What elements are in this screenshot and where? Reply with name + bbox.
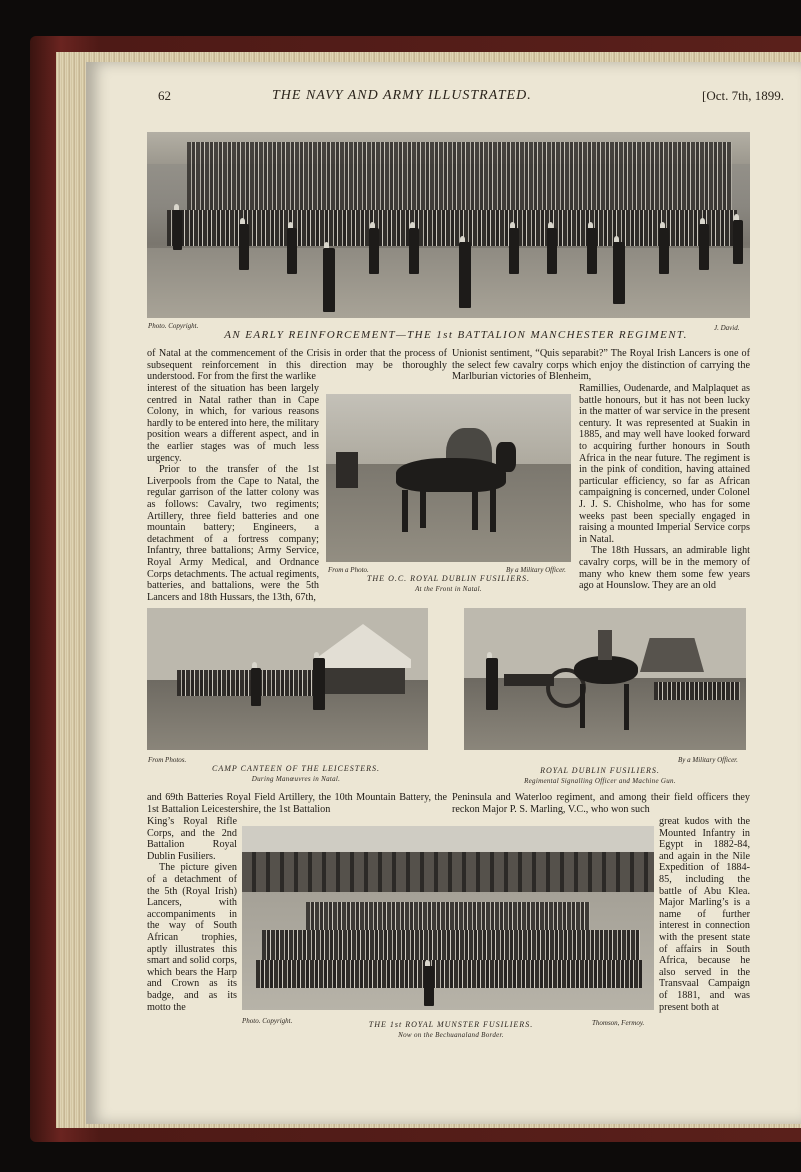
magazine-page: [86, 62, 801, 1124]
manchester-regiment-photo: [147, 132, 750, 318]
text-paragraph: and 69th Batteries Royal Field Artillery, the 10th Mountain Battery, the 1st Battalion Leicestershire, the 1st Battalion: [147, 792, 447, 815]
caption-subtitle: During Manœuvres in Natal.: [251, 775, 341, 783]
bottom-right-lead: [452, 792, 750, 815]
text-paragraph: Unionist sentiment, “Quis separabit?” The Royal Irish Lancers is one of the select few cavalry corps which enjoy the distinction of carrying the Marlburian victories of Blenheim,: [452, 348, 750, 383]
text-paragraph: Prior to the transfer of the 1st Liverpools from the Cape to Natal, the regular garrison of the latter colony was as follows: Cavalry, two regiments; Artillery, three field batteries and one mountain battery; Engineers, a detachment of a fortress company; Infantry, three battalions; Army Service, Royal Army Medical, and Ordnance Corps detachments. The actual regiments, batteries, and battalions, were the 5th Lancers and 18th Hussars, the 13th, 67th,: [147, 464, 319, 603]
text-paragraph: King’s Royal Rifle Corps, and the 2nd Battalion Royal Dublin Fusiliers.: [147, 816, 237, 862]
caption-title: CAMP CANTEEN OF THE LEICESTERS.: [212, 764, 380, 773]
text-paragraph: Ramillies, Oudenarde, and Malplaquet as battle honours, but it has not been lucky in the matter of war service in the present century. It was represented at Suakin in 1885, and may well have looked forward to acquiring further honours in South Africa in the near future. The regiment is in the pink of condition, having attained particular efficiency, so far as African campaigning is concerned, under Colonel J. J. S. Chisholme, who has for some weeks past been specially engaged in raising a mounted Imperial Service corps in Natal.: [579, 383, 750, 545]
signalling-officer-photo: [464, 608, 746, 750]
munster-photo-credit-left: Photo. Copyright.: [242, 1017, 293, 1025]
top-photo-caption: AN EARLY REINFORCEMENT—THE 1st BATTALION MANCHESTER REGIMENT.: [224, 329, 688, 341]
running-header: [146, 88, 788, 106]
canteen-photo-caption: [176, 764, 416, 784]
caption-title: THE 1st ROYAL MUNSTER FUSILIERS.: [368, 1020, 534, 1029]
left-column-lead: [147, 348, 447, 383]
caption-subtitle: Now on the Bechuanaland Border.: [398, 1031, 504, 1039]
signal-photo-credit: By a Military Officer.: [678, 756, 738, 764]
canteen-photo-credit: From Photos.: [148, 756, 187, 764]
text-paragraph: The picture given of a detachment of the 5th (Royal Irish) Lancers, with accompaniments in the way of South African trophies, aptly illustrates this smart and solid corps, which bears the Harp and Crown as its badge, and as its motto the: [147, 862, 237, 1013]
page-number: 62: [158, 88, 171, 103]
horse-photo-credit-right: By a Military Officer.: [506, 566, 566, 574]
dublin-fusiliers-officer-photo: [326, 394, 571, 562]
munster-photo-credit-right: Thomson, Fermoy.: [592, 1019, 645, 1027]
caption-subtitle: Regimental Signalling Officer and Machine Gun.: [524, 777, 676, 785]
bottom-left-column: [147, 816, 237, 1013]
text-paragraph: of Natal at the commencement of the Crisis in order that the process of subsequent reinforcement in this direction may be thoroughly understood. For from the first the warlike: [147, 348, 447, 383]
caption-title: ROYAL DUBLIN FUSILIERS.: [540, 766, 660, 775]
right-column-lead: [452, 348, 750, 383]
left-column: [147, 383, 319, 603]
text-paragraph: great kudos with the Mounted Infantry in Egypt in 1882-84, and again in the Nile Expedition of 1884-85, including the battle of Abu Klea. Major Marling’s is a name of further interest in connection with the present state of affairs in South Africa, because he also served in the Transvaal Campaign of 1881, and was present both at: [659, 816, 750, 1013]
horse-photo-credit-left: From a Photo.: [328, 566, 369, 574]
munster-fusiliers-photo: [242, 826, 654, 1010]
text-paragraph: The 18th Hussars, an admirable light cavalry corps, will be in the memory of many who knew them some few years ago at Hounslow. They are an old: [579, 545, 750, 592]
issue-date: [Oct. 7th, 1899.: [702, 88, 784, 103]
text-paragraph: interest of the situation has been largely centred in Natal rather than in Cape Colony, in which, for various reasons hardly to be entered into here, the military position wears a different aspect, and in the earlier stages was of much less urgency.: [147, 383, 319, 464]
text-paragraph: Peninsula and Waterloo regiment, and among their field officers they reckon Major P. S. Marling, V.C., who won such: [452, 792, 750, 815]
munster-photo-caption: [326, 1020, 576, 1040]
top-photo-credit-right: J. David.: [714, 324, 740, 332]
signal-photo-caption: [474, 766, 726, 786]
magazine-title: THE NAVY AND ARMY ILLUSTRATED.: [272, 88, 532, 103]
horse-photo-caption: [326, 574, 571, 594]
top-photo-credit-left: Photo. Copyright.: [148, 322, 199, 330]
right-column: [579, 383, 750, 592]
bottom-left-lead: [147, 792, 447, 815]
bottom-right-column: [659, 816, 750, 1013]
caption-subtitle: At the Front in Natal.: [415, 585, 482, 593]
caption-title: THE O.C. ROYAL DUBLIN FUSILIERS.: [366, 574, 531, 583]
camp-canteen-photo: [147, 608, 428, 750]
